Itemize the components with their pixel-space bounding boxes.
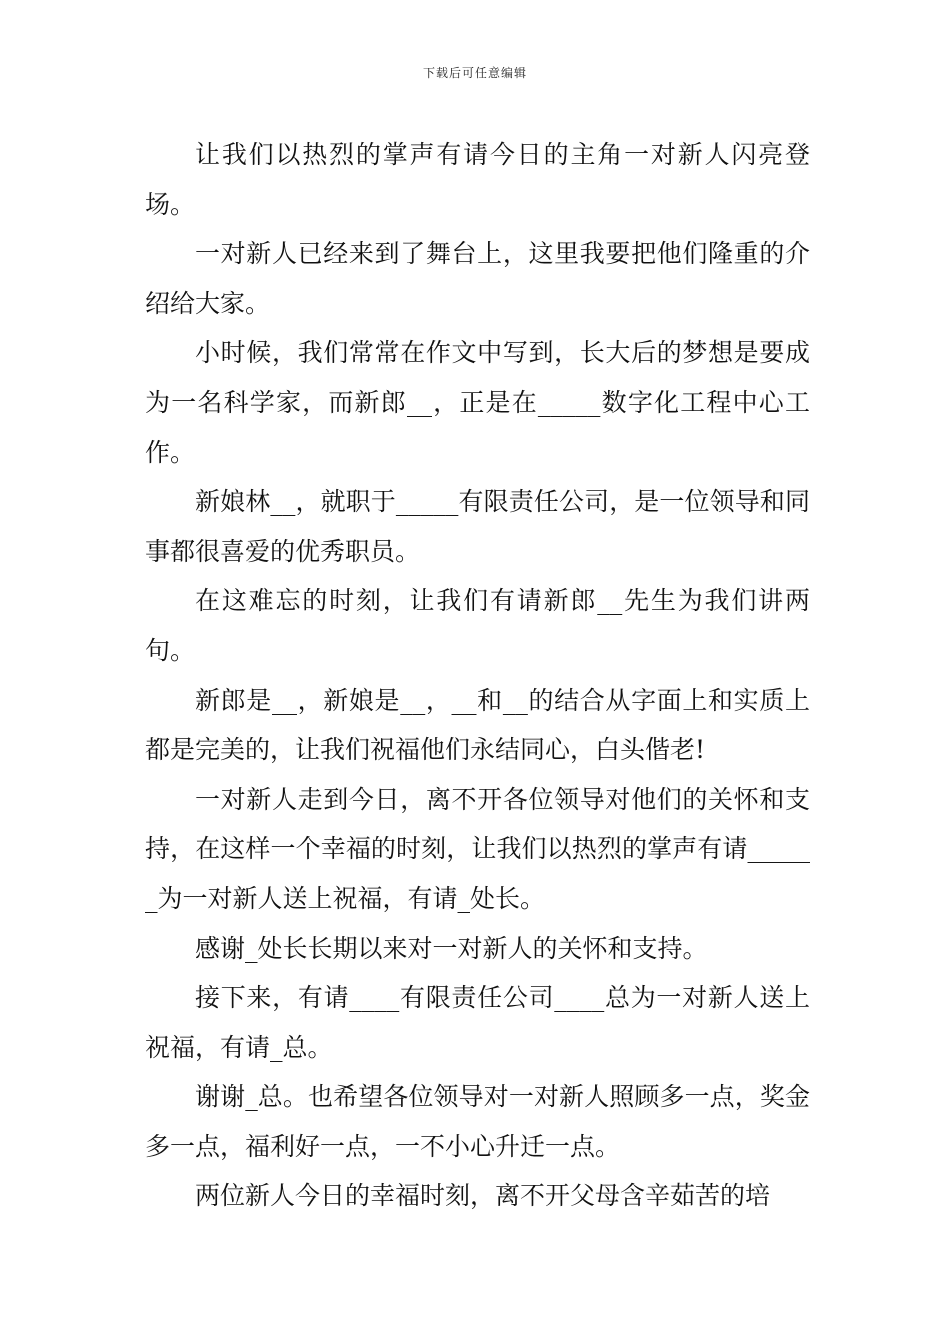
page-header: 下载后可任意编辑: [422, 66, 527, 80]
paragraph: 让我们以热烈的掌声有请今日的主角一对新人闪亮登场。: [145, 140, 810, 219]
paragraph: 两位新人今日的幸福时刻，离不开父母含辛茹苦的培: [195, 1181, 771, 1211]
paragraph: 新娘林__，就职于_____有限责任公司，是一位领导和同事都很喜爱的优秀职员。: [145, 487, 810, 566]
paragraph: 一对新人走到今日，离不开各位领导对他们的关怀和支持，在这样一个幸福的时刻，让我们以热烈的掌声有请______为一对新人送上祝福，有请_处长。: [145, 784, 810, 913]
paragraph: 小时候，我们常常在作文中写到，长大后的梦想是要成为一名科学家，而新郎__，正是在_____数字化工程中心工作。: [145, 338, 810, 467]
paragraph: 感谢_处长长期以来对一对新人的关怀和支持。: [195, 933, 708, 963]
paragraph: 一对新人已经来到了舞台上，这里我要把他们隆重的介绍给大家。: [145, 239, 810, 318]
document-body: [145, 130, 810, 1221]
paragraph: 在这难忘的时刻，让我们有请新郎__先生为我们讲两句。: [145, 586, 810, 665]
paragraph: 新郎是__，新娘是__，__和__的结合从字面上和实质上都是完美的，让我们祝福他们永结同心，白头偕老!: [145, 685, 810, 765]
paragraph: 谢谢_总。也希望各位领导对一对新人照顾多一点，奖金多一点，福利好一点，一不小心升迁一点。: [145, 1082, 810, 1161]
paragraph: 接下来，有请____有限责任公司____总为一对新人送上祝福，有请_总。: [145, 983, 810, 1062]
